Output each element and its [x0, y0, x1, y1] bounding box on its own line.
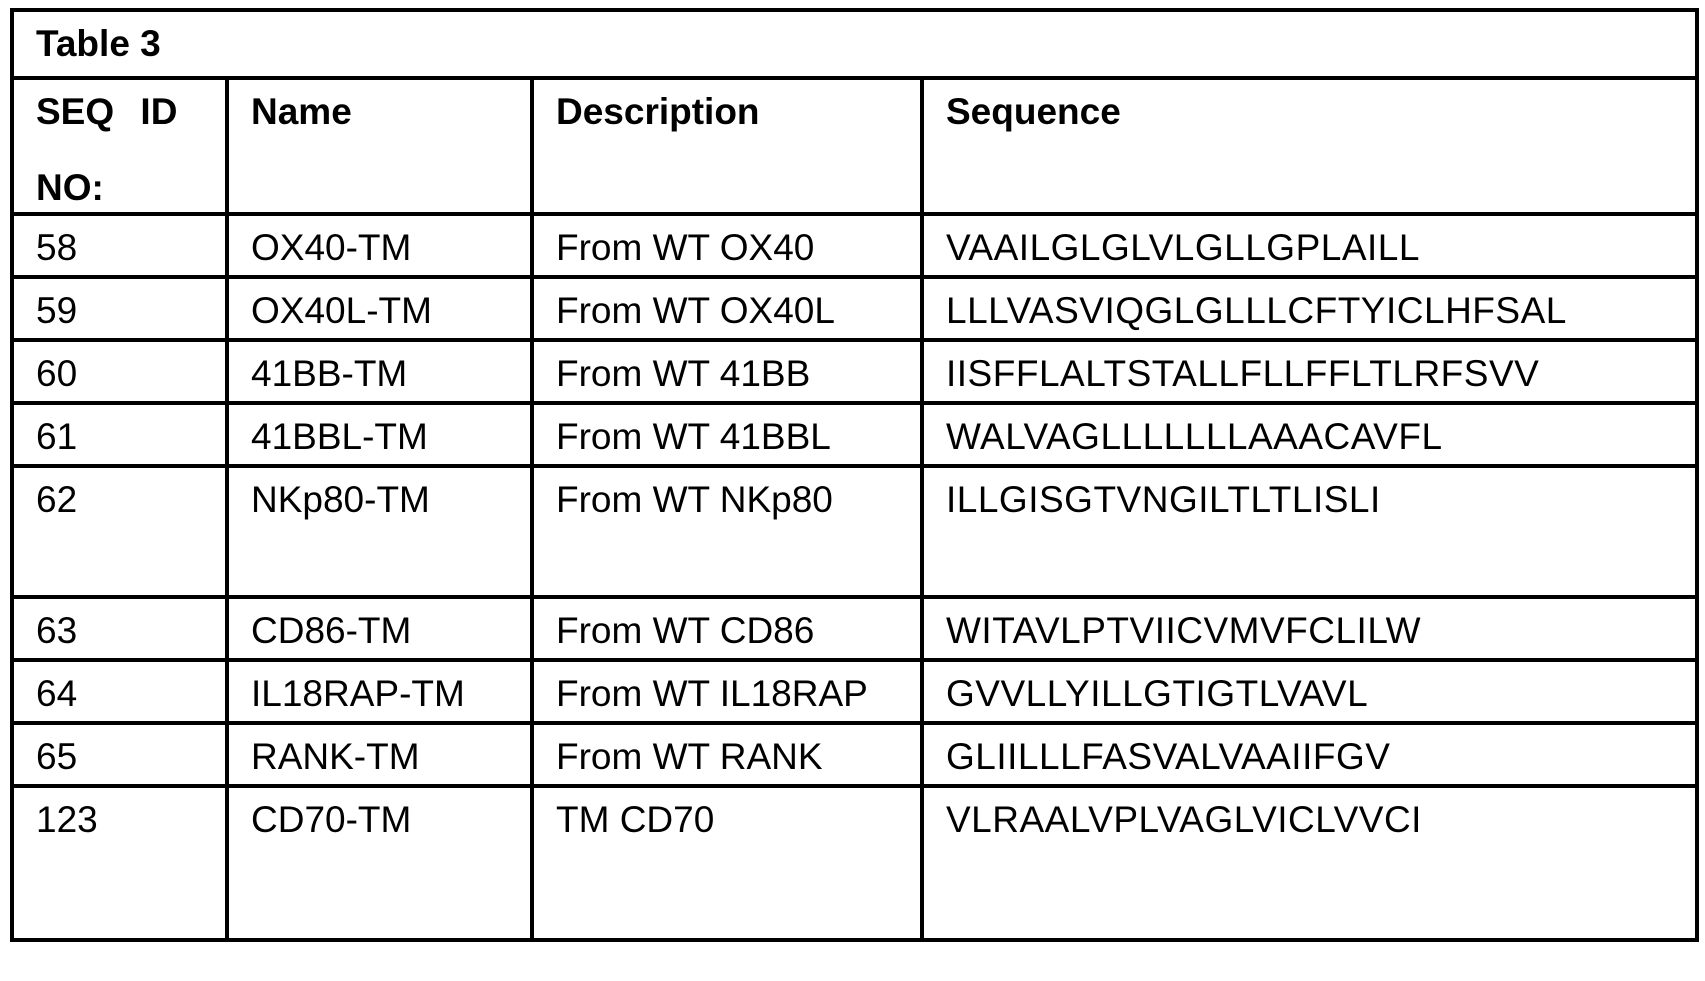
table-row	[12, 786, 1697, 940]
cell-name: IL18RAP-TM	[227, 660, 532, 723]
table-row	[12, 466, 1697, 597]
cell-seq-id: 58	[12, 214, 227, 277]
cell-seq-id: 64	[12, 660, 227, 723]
header-seq-id-line2: NO:	[36, 167, 104, 209]
header-seq-id-line1: SEQ ID	[36, 91, 178, 132]
header-name: Name	[227, 78, 532, 214]
table-row	[12, 403, 1697, 466]
sequence-table	[10, 8, 1699, 942]
cell-sequence: WALVAGLLLLLLLAAACAVFL	[922, 403, 1697, 466]
header-description: Description	[532, 78, 922, 214]
cell-sequence: GVVLLYILLGTIGTLVAVL	[922, 660, 1697, 723]
cell-sequence: VAAILGLGLVLGLLGPLAILL	[922, 214, 1697, 277]
cell-description: From WT OX40L	[532, 277, 922, 340]
cell-name: NKp80-TM	[227, 466, 532, 597]
cell-name: RANK-TM	[227, 723, 532, 786]
cell-name: 41BBL-TM	[227, 403, 532, 466]
cell-description: From WT RANK	[532, 723, 922, 786]
cell-seq-id: 65	[12, 723, 227, 786]
table-header-row	[12, 78, 1697, 214]
cell-description: From WT 41BBL	[532, 403, 922, 466]
cell-seq-id: 62	[12, 466, 227, 597]
table-title: Table 3	[12, 10, 1697, 78]
cell-seq-id: 59	[12, 277, 227, 340]
table-row	[12, 340, 1697, 403]
table-row	[12, 597, 1697, 660]
table-row	[12, 214, 1697, 277]
cell-name: CD86-TM	[227, 597, 532, 660]
cell-sequence: ILLGISGTVNGILTLTLISLI	[922, 466, 1697, 597]
cell-name: OX40L-TM	[227, 277, 532, 340]
cell-name: 41BB-TM	[227, 340, 532, 403]
cell-sequence: LLLVASVIQGLGLLLCFTYICLHFSAL	[922, 277, 1697, 340]
cell-sequence: WITAVLPTVIICVMVFCLILW	[922, 597, 1697, 660]
cell-description: From WT OX40	[532, 214, 922, 277]
cell-description: From WT 41BB	[532, 340, 922, 403]
cell-name: OX40-TM	[227, 214, 532, 277]
cell-seq-id: 123	[12, 786, 227, 940]
table-row	[12, 277, 1697, 340]
cell-sequence: GLIILLLFASVALVAAIIFGV	[922, 723, 1697, 786]
cell-seq-id: 60	[12, 340, 227, 403]
cell-name: CD70-TM	[227, 786, 532, 940]
cell-seq-id: 63	[12, 597, 227, 660]
header-seq-id	[12, 78, 227, 214]
table-row	[12, 660, 1697, 723]
cell-sequence: IISFFLALTSTALLFLLFFLTLRFSVV	[922, 340, 1697, 403]
cell-description: From WT NKp80	[532, 466, 922, 597]
cell-description: From WT CD86	[532, 597, 922, 660]
table-row	[12, 723, 1697, 786]
cell-seq-id: 61	[12, 403, 227, 466]
cell-sequence: VLRAALVPLVAGLVICLVVCI	[922, 786, 1697, 940]
header-sequence: Sequence	[922, 78, 1697, 214]
table-title-row	[12, 10, 1697, 78]
cell-description: From WT IL18RAP	[532, 660, 922, 723]
cell-description: TM CD70	[532, 786, 922, 940]
